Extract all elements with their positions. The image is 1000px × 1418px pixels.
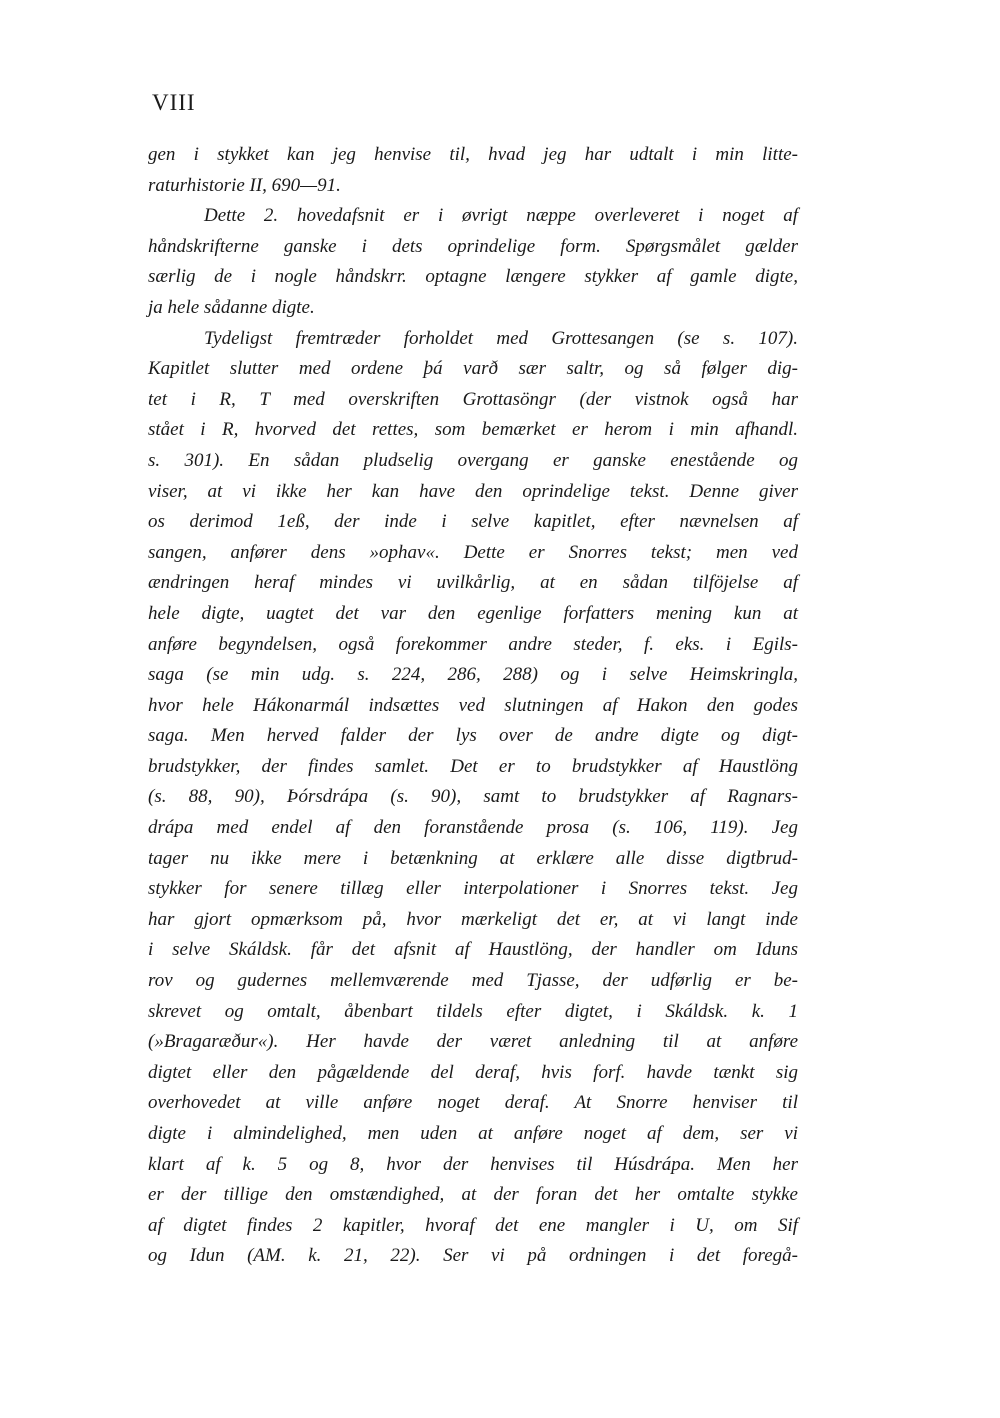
- text-line: (s. 88, 90), Þórsdrápa (s. 90), samt to brudstykker af Ragnars-: [148, 786, 798, 808]
- text-line: gen i stykket kan jeg henvise til, hvad jeg har udtalt i min litte-: [148, 144, 798, 165]
- text-line: tager nu ikke mere i betænkning at erklære alle disse digtbrud-: [148, 847, 798, 869]
- text-line: stykker for senere tillæg eller interpolationer i Snorres tekst. Jeg: [148, 878, 798, 900]
- text-line: overhovedet at ville anføre noget deraf. At Snorre henviser til: [148, 1092, 798, 1114]
- text-line: viser, at vi ikke her kan have den oprindelige tekst. Denne giver: [148, 480, 798, 502]
- text-line: Tydeligst fremtræder forholdet med Grottesangen (se s. 107).: [204, 327, 798, 349]
- text-line: s. 301). En sådan pludselig overgang er ganske enestående og: [148, 449, 798, 471]
- text-line: tet i R, T med overskriften Grottasöngr (der vistnok også har: [148, 388, 798, 410]
- text-line: har gjort opmærksom på, hvor mærkeligt det er, at vi langt inde: [148, 908, 798, 930]
- text-line: rov og gudernes mellemværende med Tjasse, der udførlig er be-: [148, 970, 798, 992]
- text-line: drápa med endel af den foranstående prosa (s. 106, 119). Jeg: [148, 817, 798, 839]
- text-line: (»Bragaræður«). Her havde der været anledning til at anføre: [148, 1031, 798, 1053]
- text-line: ja hele sådanne digte.: [148, 296, 315, 318]
- text-line: Dette 2. hovedafsnit er i øvrigt næppe overleveret i noget af: [204, 205, 798, 227]
- text-line: sangen, anfører dens »ophav«. Dette er Snorres tekst; men ved: [148, 541, 798, 563]
- text-line: saga (se min udg. s. 224, 286, 288) og i selve Heimskringla,: [148, 664, 798, 686]
- page-number: VIII: [152, 90, 196, 115]
- text-line: ændringen heraf mindes vi uvilkårlig, at en sådan tilföjelse af: [148, 572, 798, 594]
- text-line: og Idun (AM. k. 21, 22). Ser vi på ordningen i det foregå-: [148, 1245, 798, 1267]
- text-line: stået i R, hvorved det rettes, som bemærket er herom i min afhandl.: [148, 419, 798, 441]
- body-text: [148, 140, 798, 1272]
- text-line: i selve Skáldsk. får det afsnit af Haustlöng, der handler om Iduns: [148, 939, 798, 961]
- text-line: af digtet findes 2 kapitler, hvoraf det ene mangler i U, om Sif: [148, 1214, 798, 1236]
- text-line: raturhistorie II, 690—91.: [148, 174, 341, 196]
- text-line: saga. Men herved falder der lys over de andre digte og digt-: [148, 725, 798, 747]
- text-line: håndskrifterne ganske i dets oprindelige form. Spørgsmålet gælder: [148, 235, 798, 257]
- text-line: os derimod 1eß, der inde i selve kapitlet, efter nævnelsen af: [148, 511, 798, 533]
- text-line: hvor hele Hákonarmál indsættes ved slutningen af Hakon den godes: [148, 694, 798, 716]
- text-line: brudstykker, der findes samlet. Det er to brudstykker af Haustlöng: [148, 755, 798, 777]
- text-line: skrevet og omtalt, åbenbart tildels efter digtet, i Skáldsk. k. 1: [148, 1000, 798, 1022]
- text-line: er der tillige den omstændighed, at der foran det her omtalte stykke: [148, 1184, 798, 1206]
- text-line: hele digte, uagtet det var den egenlige forfatters mening kun at: [148, 602, 798, 624]
- text-line: særlig de i nogle håndskrr. optagne længere stykker af gamle digte,: [148, 266, 798, 288]
- text-line: digtet eller den pågældende del deraf, hvis forf. havde tænkt sig: [148, 1061, 798, 1083]
- text-line: Kapitlet slutter med ordene þá varð sær saltr, og så følger dig-: [148, 358, 798, 380]
- text-line: klart af k. 5 og 8, hvor der henvises til Húsdrápa. Men her: [148, 1153, 798, 1175]
- text-line: digte i almindelighed, men uden at anføre noget af dem, ser vi: [148, 1123, 798, 1144]
- text-line: anføre begyndelsen, også forekommer andre steder, f. eks. i Egils-: [148, 633, 798, 655]
